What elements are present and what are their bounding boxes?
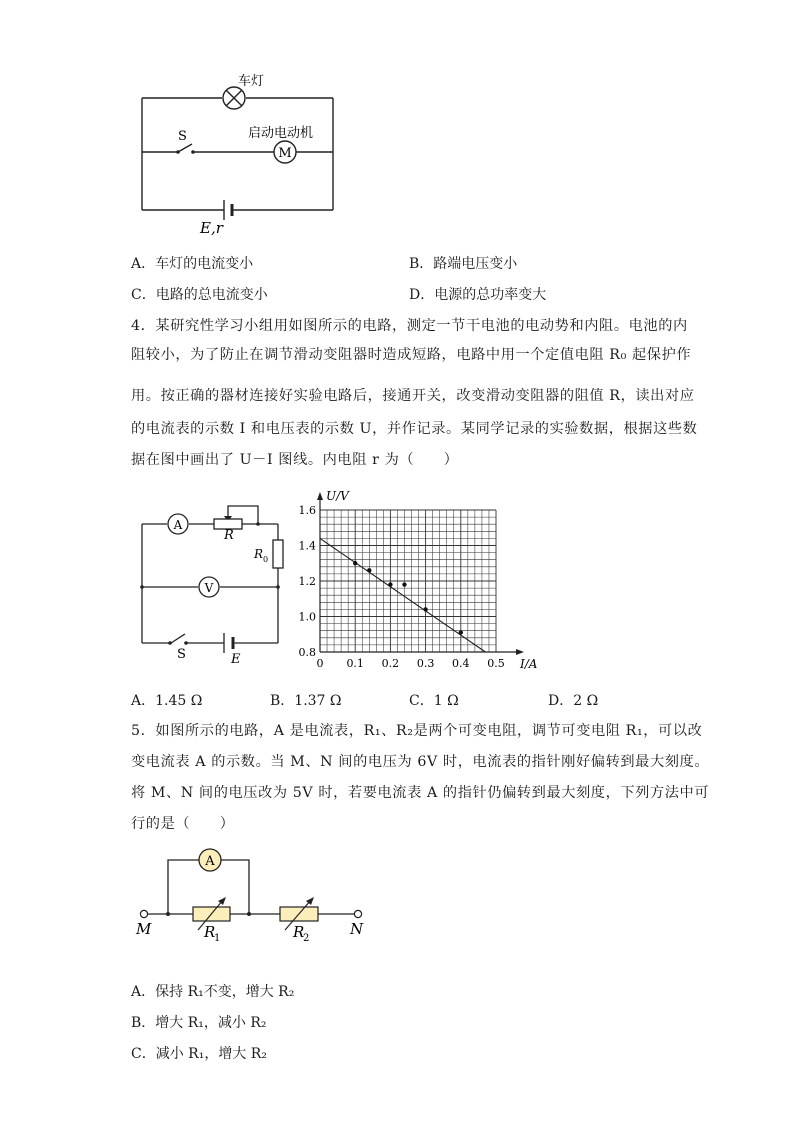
option-text: 1 Ω [433, 693, 459, 709]
motor-label: 启动电动机 [248, 126, 314, 141]
terminal-m-label: M [136, 920, 152, 938]
y-axis-arrow-icon [317, 492, 323, 500]
ammeter-icon [168, 514, 188, 534]
switch-contact-icon [176, 150, 180, 154]
lamp-label: 车灯 [238, 74, 265, 89]
u-i-chart [298, 486, 548, 676]
x-tick-label: 0.2 [381, 657, 400, 670]
q5-line-4: 行的是（ ） [131, 816, 235, 832]
q4-option-a [131, 690, 202, 712]
option-text: 保持 R₁不变，增大 R₂ [155, 984, 295, 1000]
q3-option-c [131, 284, 268, 306]
terminal-n-icon [354, 910, 361, 917]
option-text: 2 Ω [573, 693, 599, 709]
option-text: 减小 R₁，增大 R₂ [155, 1046, 267, 1062]
r0-label: R [254, 547, 264, 561]
y-axis-label: U/V [326, 489, 349, 503]
y-tick-label: 0.8 [298, 646, 316, 659]
y-tick-label: 1.6 [298, 504, 316, 517]
q4-line-3: 用。按正确的器材连接好实验电路后，接通开关，改变滑动变阻器的阻值 R，读出对应 [131, 388, 695, 404]
lamp-icon [223, 87, 245, 109]
r1-label: R [204, 923, 216, 941]
chart-grid [320, 510, 496, 652]
data-point [367, 568, 371, 572]
x-tick-label: 0.1 [346, 657, 364, 670]
q3-option-d [409, 284, 546, 306]
data-point [459, 630, 463, 634]
switch-label: S [178, 129, 187, 144]
option-text: 电路的总电流变小 [155, 287, 268, 303]
q5-line-1: 5．如图所示的电路，A 是电流表，R₁、R₂是两个可变电阻，调节可变电阻 R₁，可以改 [131, 723, 703, 739]
q5-option-c [131, 1043, 267, 1065]
x-tick-label: 0 [316, 657, 324, 670]
voltmeter-symbol: V [204, 581, 214, 595]
q5-option-b [131, 1012, 267, 1034]
x-tick-label: 0.4 [452, 657, 470, 670]
data-point [388, 582, 392, 586]
option-key: A． [131, 256, 156, 272]
r2-label: R [293, 923, 305, 941]
option-key: A． [131, 693, 156, 709]
y-tick-label: 1.0 [298, 610, 316, 624]
q4-option-d [548, 690, 598, 712]
ammeter-icon [199, 849, 221, 871]
option-text: 路端电压变小 [433, 256, 518, 272]
option-key: B． [131, 1015, 156, 1031]
terminal-n-label: N [350, 920, 364, 938]
option-text: 1.37 Ω [294, 693, 342, 709]
option-text: 电源的总功率变大 [434, 287, 547, 303]
battery-icon [224, 200, 232, 220]
battery-test-circuit-diagram [130, 495, 300, 675]
option-key: A． [131, 984, 156, 1000]
variable-resistor-circuit-diagram [130, 842, 380, 942]
battery-icon [224, 633, 233, 653]
option-text: 1.45 Ω [155, 693, 203, 709]
q5-line-2: 变电流表 A 的示数。当 M、N 间的电压为 6V 时，电流表的指针刚好偏转到最大刻度。 [131, 754, 710, 770]
fixed-resistor-icon [273, 540, 283, 568]
terminal-m-icon [140, 910, 147, 917]
switch-label: S [177, 647, 186, 662]
x-tick-label: 0.5 [487, 657, 505, 670]
option-text: 车灯的电流变小 [155, 256, 254, 272]
q3-option-b [409, 253, 517, 275]
r2-subscript: 2 [303, 933, 310, 942]
q4-line-2: 阻较小，为了防止在调节滑动变阻器时造成短路，电路中用一个定值电阻 R₀ 起保护作 [131, 347, 692, 363]
option-key: D． [409, 287, 435, 303]
ammeter-symbol: A [173, 518, 183, 532]
q4-line-1: 4．某研究性学习小组用如图所示的电路，测定一节干电池的电动势和内阻。电池的内 [131, 318, 688, 334]
q4-option-b [270, 690, 342, 712]
car-lamp-circuit-diagram [130, 66, 360, 238]
q4-option-c [409, 690, 459, 712]
voltmeter-icon [199, 577, 219, 597]
option-key: B． [409, 256, 434, 272]
option-key: C． [131, 287, 156, 303]
q4-line-4: 的电流表的示数 I 和电压表的示数 U，并作记录。某同学记录的实验数据，根据这些数 [131, 421, 698, 437]
q5-line-3: 将 M、N 间的电压改为 5V 时，若要电流表 A 的指针仍偏转到最大刻度，下列方法中可 [131, 785, 710, 801]
option-key: B． [270, 693, 295, 709]
option-key: C． [409, 693, 434, 709]
q3-option-a [131, 253, 253, 275]
option-text: 增大 R₁，减小 R₂ [155, 1015, 267, 1031]
option-key: C． [131, 1046, 156, 1062]
q5-option-a [131, 981, 294, 1003]
source-label: E,r [200, 219, 223, 237]
x-axis-arrow-icon [516, 649, 524, 655]
rheostat-label: R [224, 528, 234, 543]
battery-label: E [231, 652, 241, 667]
y-tick-label: 1.2 [298, 575, 316, 588]
r0-subscript: 0 [263, 555, 269, 564]
q4-line-5: 据在图中画出了 U－I 图线。内电阻 r 为（ ） [131, 452, 459, 468]
x-tick-label: 0.3 [416, 657, 435, 670]
motor-icon [274, 141, 296, 163]
data-point [402, 582, 406, 586]
x-axis-label: I/A [520, 657, 538, 671]
motor-symbol: M [278, 146, 292, 161]
data-point [353, 561, 357, 565]
ammeter-symbol: A [205, 854, 215, 869]
y-tick-label: 1.4 [298, 539, 316, 553]
option-key: D． [548, 693, 574, 709]
data-point [423, 607, 427, 611]
r1-subscript: 1 [214, 933, 221, 942]
